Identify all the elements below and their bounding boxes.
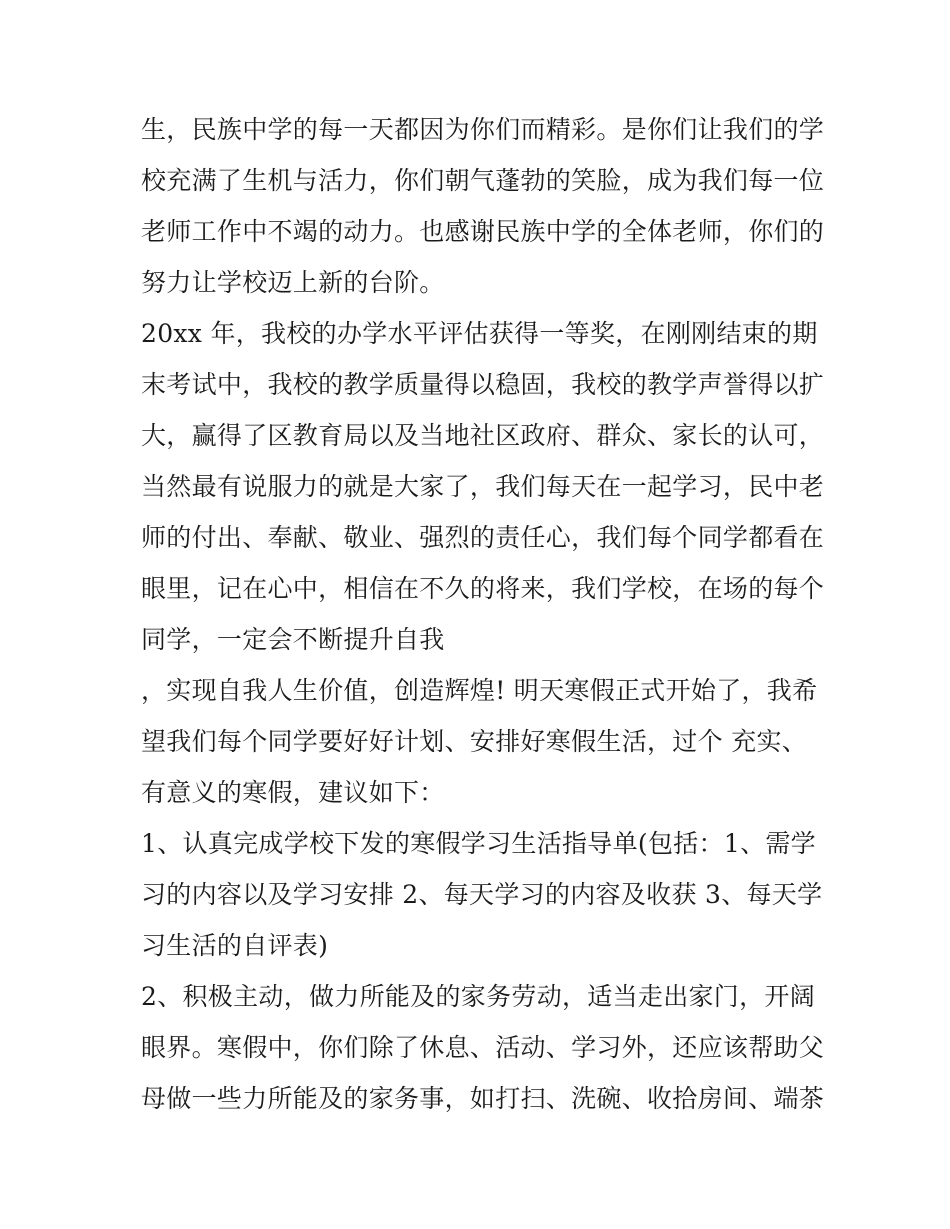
text-line: 2、积极主动，做力所能及的家务劳动，适当走出家门，开阔 — [141, 982, 816, 1011]
text-line: 校充满了生机与活力，你们朝气蓬勃的笑脸，成为我们每一位 — [141, 166, 825, 195]
text-line: 20xx 年，我校的办学水平评估获得一等奖，在刚刚结束的期 — [141, 319, 818, 348]
text-line: 大，赢得了区教育局以及当地社区政府、群众、家长的认可， — [141, 421, 825, 450]
text-line: 老师工作中不竭的动力。也感谢民族中学的全体老师，你们的 — [141, 217, 825, 246]
text-line: 1、认真完成学校下发的寒假学习生活指导单(包括：1、需学 — [141, 829, 816, 858]
text-line: 努力让学校迈上新的台阶。 — [141, 268, 445, 297]
text-line: 末考试中，我校的教学质量得以稳固，我校的教学声誉得以扩 — [141, 370, 825, 399]
text-line: 当然最有说服力的就是大家了，我们每天在一起学习，民中老 — [141, 472, 825, 501]
text-line: 母做一些力所能及的家务事，如打扫、洗碗、收拾房间、端茶 — [141, 1084, 825, 1113]
text-line: 同学，一定会不断提升自我 — [141, 625, 445, 654]
text-line: 眼界。寒假中，你们除了休息、活动、学习外，还应该帮助父 — [141, 1033, 825, 1062]
text-line: 习生活的自评表) — [141, 931, 329, 960]
text-line: 师的付出、奉献、敬业、强烈的责任心，我们每个同学都看在 — [141, 523, 825, 552]
text-line: 眼里，记在心中，相信在不久的将来，我们学校，在场的每个 — [141, 574, 825, 603]
text-line: ，实现自我人生价值，创造辉煌! 明天寒假正式开始了，我希 — [141, 676, 818, 705]
text-line: 生，民族中学的每一天都因为你们而精彩。是你们让我们的学 — [141, 115, 825, 144]
text-line: 望我们每个同学要好好计划、安排好寒假生活，过个 充实、 — [141, 727, 808, 756]
text-line: 习的内容以及学习安排 2、每天学习的内容及收获 3、每天学 — [141, 880, 823, 909]
text-line: 有意义的寒假，建议如下： — [141, 778, 445, 807]
